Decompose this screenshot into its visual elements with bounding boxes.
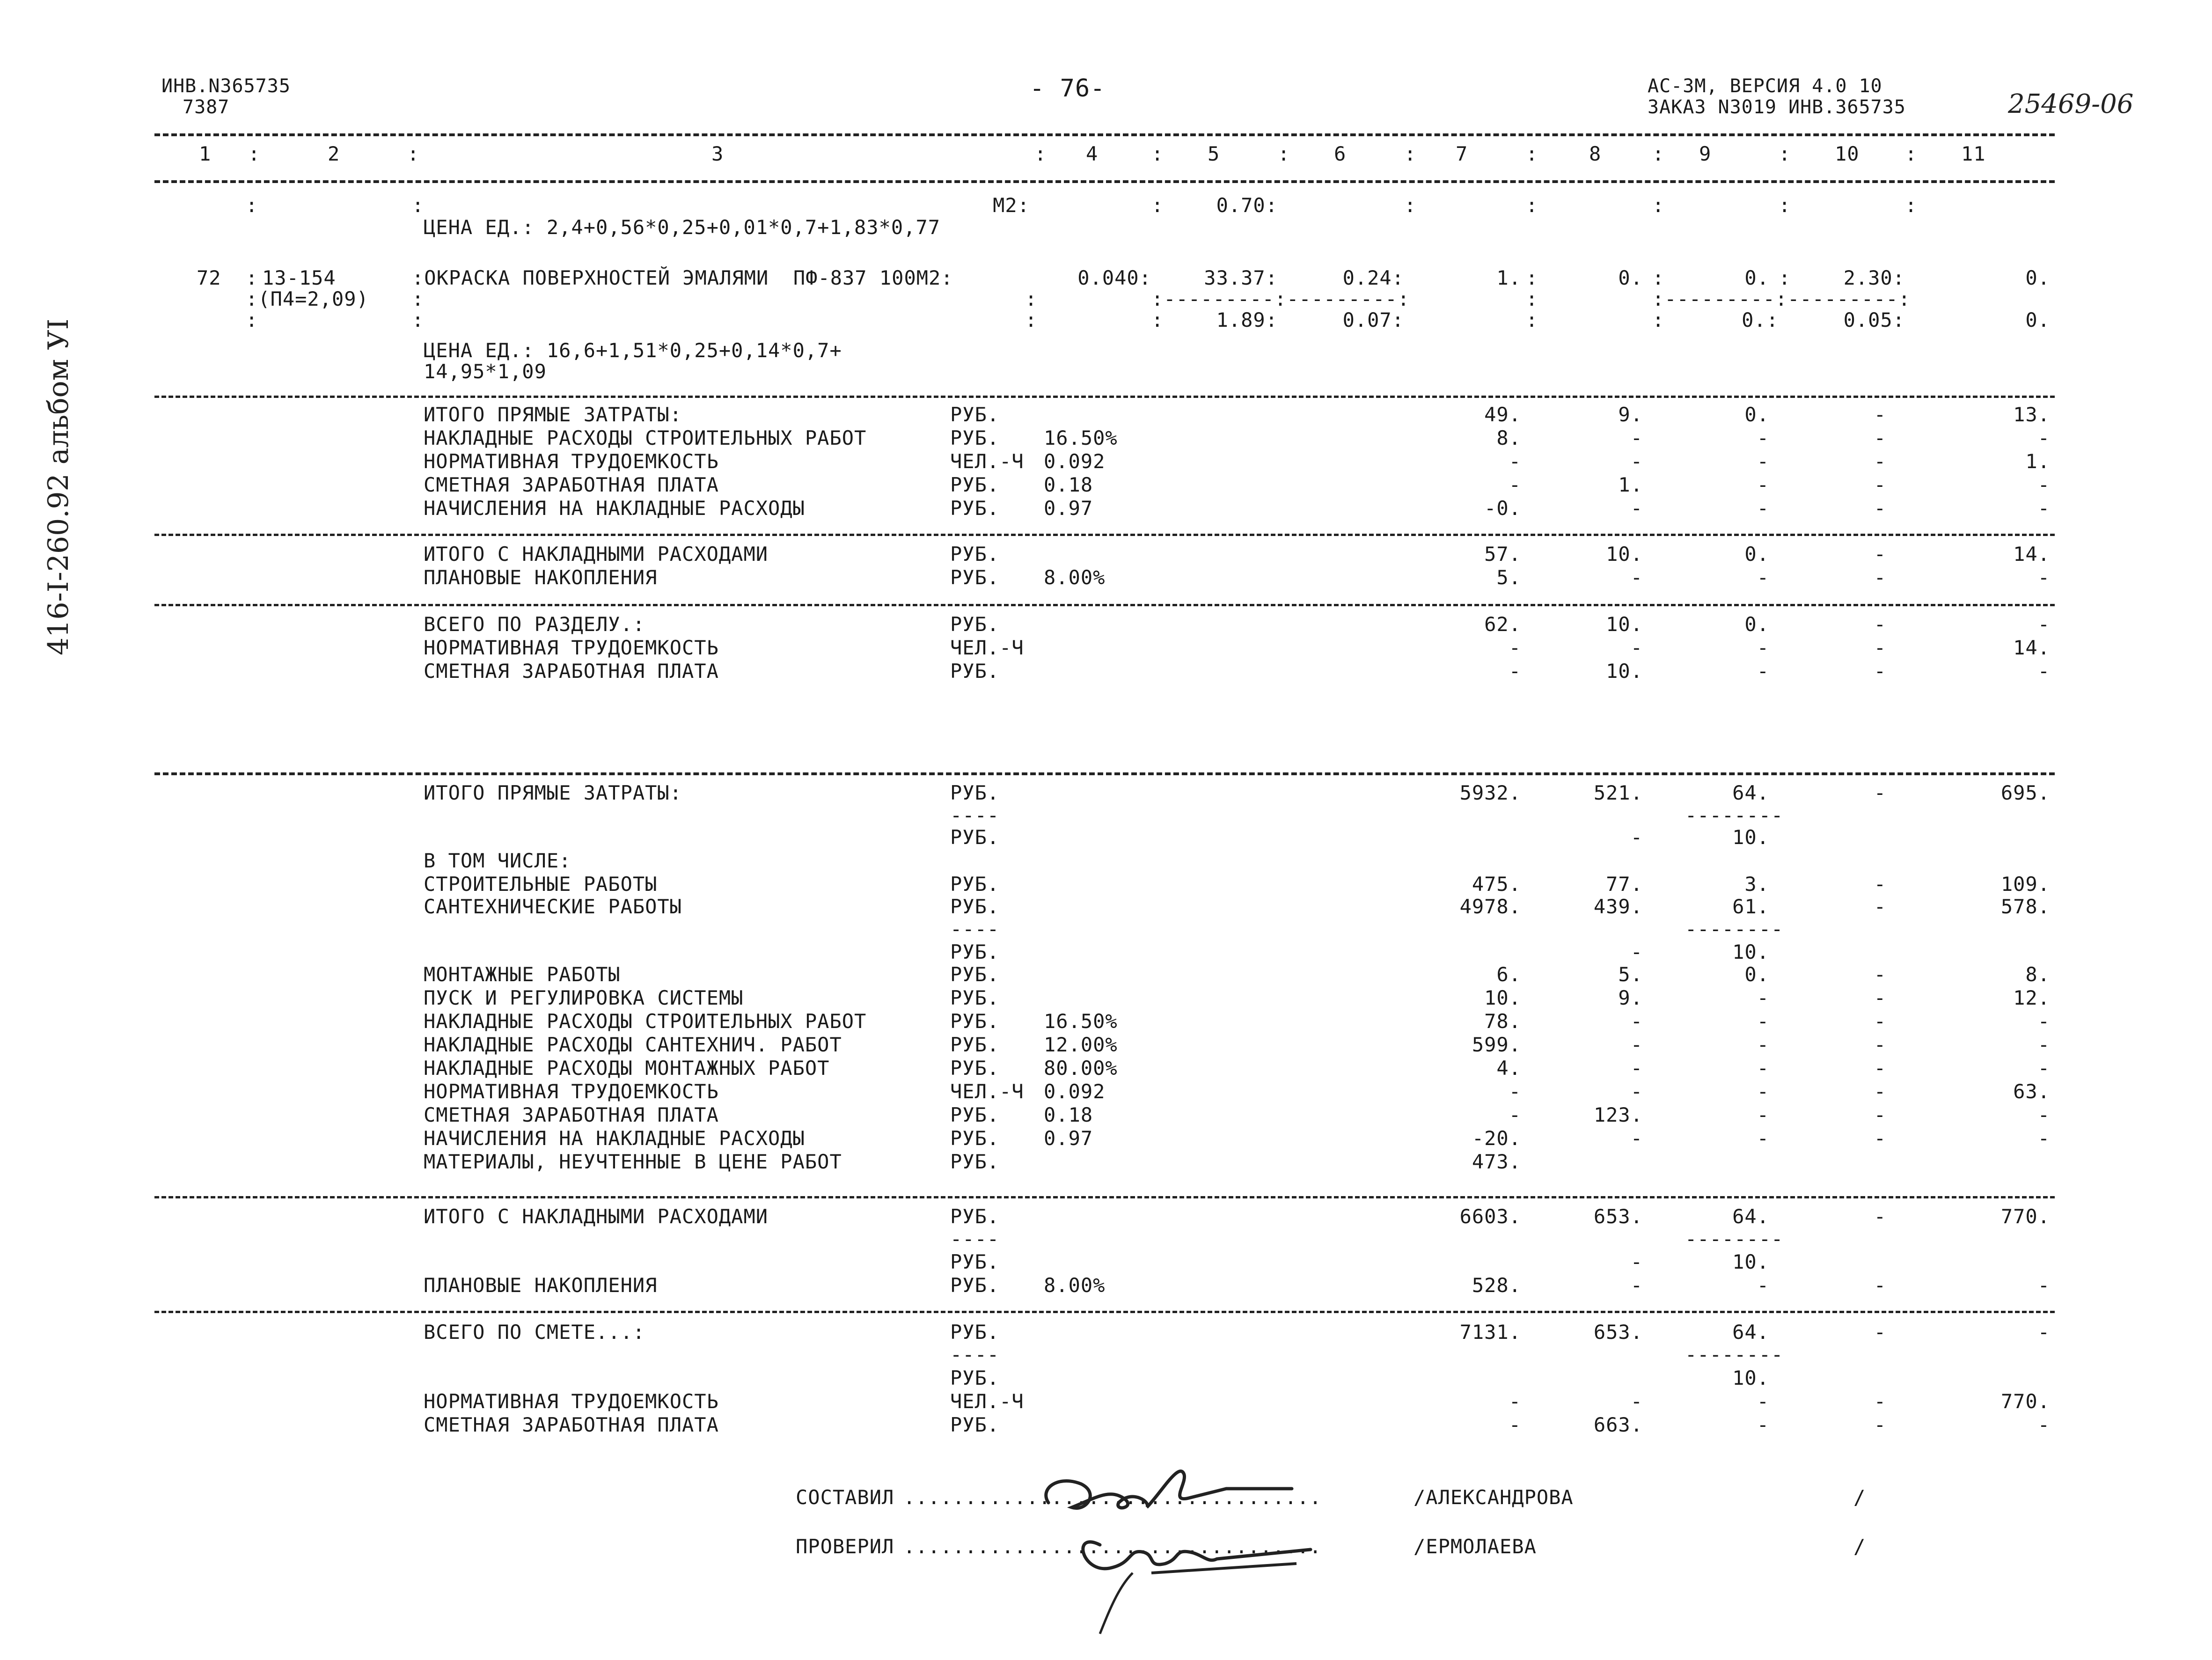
row-c11: 8. bbox=[2025, 963, 2050, 986]
row-c8: - bbox=[1630, 566, 1643, 589]
col-4: 4 bbox=[1086, 142, 1099, 165]
row-rate: 0.092 bbox=[1044, 1080, 1106, 1103]
item-c10b: 0.05: bbox=[1843, 308, 1905, 331]
row-c7: -20. bbox=[1472, 1127, 1521, 1150]
row-unit: РУБ. bbox=[950, 1413, 1000, 1436]
col-9: 9 bbox=[1699, 142, 1712, 165]
item-code: 13-154 bbox=[262, 266, 336, 289]
row-c7: 78. bbox=[1484, 1010, 1521, 1033]
row-unit: РУБ. bbox=[950, 660, 1000, 683]
row-c7: - bbox=[1509, 1413, 1521, 1436]
row-c11: 13. bbox=[2013, 403, 2050, 426]
row-label: СМЕТНАЯ ЗАРАБОТНАЯ ПЛАТА bbox=[424, 473, 719, 496]
row-c8: 123. bbox=[1593, 1103, 1643, 1126]
row-c11: - bbox=[2037, 1057, 2050, 1080]
row-c10: - bbox=[1874, 473, 1886, 496]
grand-total-unit-dashes: ---- bbox=[950, 1343, 1000, 1366]
row-c7: 49. bbox=[1484, 403, 1521, 426]
row-c11: 695. bbox=[2000, 781, 2050, 804]
row-c9: - bbox=[1757, 1390, 1769, 1413]
row-c7: 62. bbox=[1484, 613, 1521, 636]
row-c9: - bbox=[1757, 473, 1769, 496]
section1-rule-top bbox=[154, 396, 2055, 398]
row-c9: 64. bbox=[1732, 1321, 1769, 1344]
row-c10: - bbox=[1874, 1080, 1886, 1103]
header-bottom-rule bbox=[154, 180, 2055, 183]
row-unit: РУБ. bbox=[950, 1127, 1000, 1150]
with-overhead-sub-c9: 10. bbox=[1732, 1250, 1769, 1273]
row-c7: - bbox=[1509, 1080, 1521, 1103]
row-label: ПУСК И РЕГУЛИРОВКА СИСТЕМЫ bbox=[424, 986, 744, 1009]
row-c7: 5. bbox=[1496, 566, 1521, 589]
row-label: НОРМАТИВНАЯ ТРУДОЕМКОСТЬ bbox=[424, 1390, 719, 1413]
item-qty: 0.040: bbox=[1077, 266, 1151, 289]
item-c6a: 0.24: bbox=[1342, 266, 1404, 289]
item-c11a: 0. bbox=[2025, 266, 2050, 289]
row-c11: - bbox=[2037, 1033, 2050, 1056]
item-c9b: 0.: bbox=[1742, 308, 1779, 331]
row-c7: 57. bbox=[1484, 543, 1521, 566]
row-c10: - bbox=[1874, 781, 1886, 804]
row-c8: - bbox=[1630, 1127, 1643, 1150]
row-c11: 12. bbox=[2013, 986, 2050, 1009]
row-c11: - bbox=[2037, 660, 2050, 683]
row-c8: 653. bbox=[1593, 1205, 1643, 1228]
row-c10: - bbox=[1874, 1205, 1886, 1228]
row-c8: 663. bbox=[1593, 1413, 1643, 1436]
row-c7: - bbox=[1509, 660, 1521, 683]
row-unit: РУБ. bbox=[950, 543, 1000, 566]
row-c9: - bbox=[1757, 660, 1769, 683]
inventory-number: ИНВ.N365735 bbox=[161, 75, 291, 97]
row-rate: 0.97 bbox=[1044, 497, 1093, 520]
item-c5b: 1.89: bbox=[1216, 308, 1278, 331]
row-c9: 0. bbox=[1744, 403, 1769, 426]
row-c7: - bbox=[1509, 450, 1521, 473]
row-c8: - bbox=[1630, 636, 1643, 659]
row-unit: РУБ. bbox=[950, 1205, 1000, 1228]
row-unit: ЧЕЛ.-Ч bbox=[950, 1390, 1024, 1413]
row-c11: 14. bbox=[2013, 543, 2050, 566]
row-c7: 10. bbox=[1484, 986, 1521, 1009]
page-number: - 76- bbox=[1030, 74, 1106, 103]
col-1: 1 bbox=[199, 142, 212, 165]
row-unit: РУБ. bbox=[950, 1057, 1000, 1080]
row-c9: - bbox=[1757, 1274, 1769, 1297]
row-c8: - bbox=[1630, 1390, 1643, 1413]
row-c8: - bbox=[1630, 1274, 1643, 1297]
row-c10: - bbox=[1874, 1274, 1886, 1297]
row-unit: ЧЕЛ.-Ч bbox=[950, 450, 1024, 473]
section2-rule-total bbox=[154, 1311, 2055, 1313]
row-label: ВСЕГО ПО РАЗДЕЛУ.: bbox=[424, 613, 645, 636]
row-unit: РУБ. bbox=[950, 497, 1000, 520]
album-side-label: 416-I-260.92 альбом УI bbox=[42, 318, 75, 655]
row-rate: 8.00% bbox=[1044, 1274, 1106, 1297]
row-label: СМЕТНАЯ ЗАРАБОТНАЯ ПЛАТА bbox=[424, 1103, 719, 1126]
row-c10: - bbox=[1874, 566, 1886, 589]
row-label: МОНТАЖНЫЕ РАБОТЫ bbox=[424, 963, 621, 986]
row-number: 72 bbox=[197, 266, 221, 289]
col-10: 10 bbox=[1835, 142, 1860, 165]
row-c11: - bbox=[2037, 1127, 2050, 1150]
row-c10: - bbox=[1874, 1033, 1886, 1056]
row-unit: РУБ. bbox=[950, 895, 1000, 918]
col-3: 3 bbox=[711, 142, 724, 165]
item-c5a: 33.37: bbox=[1204, 266, 1278, 289]
row-c7: - bbox=[1509, 1103, 1521, 1126]
item-c9a: 0. bbox=[1744, 266, 1769, 289]
price-formula-2a: ЦЕНА ЕД.: 16,6+1,51*0,25+0,14*0,7+ bbox=[424, 339, 842, 362]
col-8: 8 bbox=[1589, 142, 1602, 165]
row-c11: - bbox=[2037, 1274, 2050, 1297]
row-c10: - bbox=[1874, 450, 1886, 473]
item-c8: 0. bbox=[1618, 266, 1643, 289]
row-c7: - bbox=[1509, 636, 1521, 659]
row-c7: -0. bbox=[1484, 497, 1521, 520]
grand-total-sub-c9: 10. bbox=[1732, 1366, 1769, 1389]
row-c9: 64. bbox=[1732, 1205, 1769, 1228]
row-label: НОРМАТИВНАЯ ТРУДОЕМКОСТЬ bbox=[424, 450, 719, 473]
handwritten-signatures bbox=[1030, 1432, 1357, 1648]
row-rate: 12.00% bbox=[1044, 1033, 1118, 1056]
checked-name: /ЕРМОЛАЕВА bbox=[1414, 1535, 1537, 1558]
row-c9: - bbox=[1757, 1413, 1769, 1436]
plumbing-sub-c8: - bbox=[1630, 940, 1643, 963]
row-label: СМЕТНАЯ ЗАРАБОТНАЯ ПЛАТА bbox=[424, 1413, 719, 1436]
row-label: НАКЛАДНЫЕ РАСХОДЫ САНТЕХНИЧ. РАБОТ bbox=[424, 1033, 842, 1056]
row-label: НОРМАТИВНАЯ ТРУДОЕМКОСТЬ bbox=[424, 1080, 719, 1103]
row-c8: 77. bbox=[1606, 873, 1643, 896]
section1-rule-mid bbox=[154, 534, 2055, 536]
item-description: :ОКРАСКА ПОВЕРХНОСТЕЙ ЭМАЛЯМИ ПФ-837 100М2: bbox=[412, 266, 953, 289]
row-c9: - bbox=[1757, 1010, 1769, 1033]
row-c8: - bbox=[1630, 1057, 1643, 1080]
row-c7: - bbox=[1509, 1390, 1521, 1413]
row-unit: РУБ. bbox=[950, 781, 1000, 804]
row-c7: 473. bbox=[1472, 1150, 1521, 1173]
with-overhead-sub-c8: - bbox=[1630, 1250, 1643, 1273]
row-unit: РУБ. bbox=[950, 1150, 1000, 1173]
row-c11: - bbox=[2037, 566, 2050, 589]
row-c11: - bbox=[2037, 613, 2050, 636]
row-c9: - bbox=[1757, 636, 1769, 659]
row-c9: - bbox=[1757, 497, 1769, 520]
plumbing-sub-c9: 10. bbox=[1732, 940, 1769, 963]
row-unit: РУБ. bbox=[950, 1274, 1000, 1297]
row-c11: - bbox=[2037, 1010, 2050, 1033]
row-c11: 770. bbox=[2000, 1205, 2050, 1228]
row-label: МАТЕРИАЛЫ, НЕУЧТЕННЫЕ В ЦЕНЕ РАБОТ bbox=[424, 1150, 842, 1173]
row-c11: - bbox=[2037, 426, 2050, 449]
row-c9: 0. bbox=[1744, 963, 1769, 986]
row-c9: 0. bbox=[1744, 613, 1769, 636]
row-c10: - bbox=[1874, 1390, 1886, 1413]
item-c7: 1. bbox=[1496, 266, 1521, 289]
row-c7: 6. bbox=[1496, 963, 1521, 986]
row-c11: 14. bbox=[2013, 636, 2050, 659]
value-070: 0.70: bbox=[1216, 194, 1278, 217]
row-c7: 4. bbox=[1496, 1057, 1521, 1080]
row-label: ПЛАНОВЫЕ НАКОПЛЕНИЯ bbox=[424, 1274, 658, 1297]
row-c9: - bbox=[1757, 1033, 1769, 1056]
unit-m2: М2: bbox=[993, 194, 1030, 217]
with-overhead-sub-unit: РУБ. bbox=[950, 1250, 1000, 1273]
with-overhead-unit-dashes: ---- bbox=[950, 1227, 1000, 1250]
row-unit: РУБ. bbox=[950, 1033, 1000, 1056]
row-label: НАКЛАДНЫЕ РАСХОДЫ СТРОИТЕЛЬНЫХ РАБОТ bbox=[424, 1010, 867, 1033]
row-unit: РУБ. bbox=[950, 566, 1000, 589]
row-c8: 9. bbox=[1618, 986, 1643, 1009]
row-rate: 0.18 bbox=[1044, 473, 1093, 496]
row-label: САНТЕХНИЧЕСКИЕ РАБОТЫ bbox=[424, 895, 682, 918]
row-unit: РУБ. bbox=[950, 1103, 1000, 1126]
row-label: ПЛАНОВЫЕ НАКОПЛЕНИЯ bbox=[424, 566, 658, 589]
col-11: 11 bbox=[1961, 142, 1986, 165]
col-2: 2 bbox=[328, 142, 340, 165]
section2-rule-top bbox=[154, 772, 2055, 775]
row-c10: - bbox=[1874, 873, 1886, 896]
handwritten-code: 25469-06 bbox=[2008, 89, 2134, 119]
row-c11: - bbox=[2037, 497, 2050, 520]
row-unit: РУБ. bbox=[950, 473, 1000, 496]
row-c7: 475. bbox=[1472, 873, 1521, 896]
section1-rule-bottom bbox=[154, 604, 2055, 606]
row-c10: - bbox=[1874, 1103, 1886, 1126]
row-c10: - bbox=[1874, 497, 1886, 520]
compiled-label: СОСТАВИЛ bbox=[796, 1486, 894, 1509]
col-7: 7 bbox=[1456, 142, 1468, 165]
row-c8: 10. bbox=[1606, 543, 1643, 566]
row-c10: - bbox=[1874, 1127, 1886, 1150]
row-c8: - bbox=[1630, 1033, 1643, 1056]
row-c8: - bbox=[1630, 450, 1643, 473]
row-label: ИТОГО ПРЯМЫЕ ЗАТРАТЫ: bbox=[424, 403, 682, 426]
row-c7: 4978. bbox=[1459, 895, 1521, 918]
col-6: 6 bbox=[1334, 142, 1347, 165]
section2-rule-mid bbox=[154, 1196, 2055, 1198]
compiled-name: /АЛЕКСАНДРОВА bbox=[1414, 1486, 1574, 1509]
row-c8: 653. bbox=[1593, 1321, 1643, 1344]
row-c8: 5. bbox=[1618, 963, 1643, 986]
row-label: ИТОГО С НАКЛАДНЫМИ РАСХОДАМИ bbox=[424, 543, 769, 566]
checked-slash: / bbox=[1853, 1535, 1866, 1558]
row-label: СМЕТНАЯ ЗАРАБОТНАЯ ПЛАТА bbox=[424, 660, 719, 683]
row-c8: - bbox=[1630, 426, 1643, 449]
order-number: ЗАКАЗ N3019 ИНВ.365735 bbox=[1648, 96, 1906, 118]
row-c10: - bbox=[1874, 1321, 1886, 1344]
row-c10: - bbox=[1874, 426, 1886, 449]
direct-sub-c8: - bbox=[1630, 826, 1643, 849]
row-c8: - bbox=[1630, 1080, 1643, 1103]
row-rate: 16.50% bbox=[1044, 426, 1118, 449]
row-c8: 9. bbox=[1618, 403, 1643, 426]
row-unit: РУБ. bbox=[950, 1010, 1000, 1033]
row-c8: - bbox=[1630, 497, 1643, 520]
row-c7: 7131. bbox=[1459, 1321, 1521, 1344]
with-overhead-c9-dashes: -------- bbox=[1685, 1227, 1784, 1250]
row-label: НОРМАТИВНАЯ ТРУДОЕМКОСТЬ bbox=[424, 636, 719, 659]
item-code-note: :(П4=2,09) bbox=[246, 287, 369, 310]
grand-total-sub-unit: РУБ. bbox=[950, 1366, 1000, 1389]
row-c11: - bbox=[2037, 1103, 2050, 1126]
row-c9: 0. bbox=[1744, 543, 1769, 566]
row-c11: 770. bbox=[2000, 1390, 2050, 1413]
col-5: 5 bbox=[1208, 142, 1220, 165]
row-c10: - bbox=[1874, 636, 1886, 659]
row-c8: 439. bbox=[1593, 895, 1643, 918]
row-c9: - bbox=[1757, 450, 1769, 473]
row-c9: 3. bbox=[1744, 873, 1769, 896]
row-label: НАКЛАДНЫЕ РАСХОДЫ СТРОИТЕЛЬНЫХ РАБОТ bbox=[424, 426, 867, 449]
price-formula-2b: 14,95*1,09 bbox=[424, 360, 547, 383]
row-label: СТРОИТЕЛЬНЫЕ РАБОТЫ bbox=[424, 873, 658, 896]
row-unit: РУБ. bbox=[950, 403, 1000, 426]
row-c10: - bbox=[1874, 543, 1886, 566]
row-c9: - bbox=[1757, 1127, 1769, 1150]
row-c9: 61. bbox=[1732, 895, 1769, 918]
row-c9: - bbox=[1757, 1103, 1769, 1126]
direct-sub-c9: 10. bbox=[1732, 826, 1769, 849]
row-c9: 64. bbox=[1732, 781, 1769, 804]
row-c7: 528. bbox=[1472, 1274, 1521, 1297]
row-label: ИТОГО ПРЯМЫЕ ЗАТРАТЫ: bbox=[424, 781, 682, 804]
row-unit: ЧЕЛ.-Ч bbox=[950, 1080, 1024, 1103]
row-c9: - bbox=[1757, 426, 1769, 449]
row-c8: 1. bbox=[1618, 473, 1643, 496]
row-c7: - bbox=[1509, 473, 1521, 496]
plumbing-sub-unit: РУБ. bbox=[950, 940, 1000, 963]
row-unit: РУБ. bbox=[950, 963, 1000, 986]
row-label: ВСЕГО ПО СМЕТЕ...: bbox=[424, 1321, 645, 1344]
row-unit: РУБ. bbox=[950, 1321, 1000, 1344]
item-c11b: 0. bbox=[2025, 308, 2050, 331]
row-unit: РУБ. bbox=[950, 613, 1000, 636]
row-c7: 6603. bbox=[1459, 1205, 1521, 1228]
row-rate: 80.00% bbox=[1044, 1057, 1118, 1080]
row-c11: 109. bbox=[2000, 873, 2050, 896]
row-c9: - bbox=[1757, 1057, 1769, 1080]
row-label: НАЧИСЛЕНИЯ НА НАКЛАДНЫЕ РАСХОДЫ bbox=[424, 1127, 805, 1150]
row-c11: - bbox=[2037, 473, 2050, 496]
row-c11: 63. bbox=[2013, 1080, 2050, 1103]
row-c10: - bbox=[1874, 986, 1886, 1009]
including-label: В ТОМ ЧИСЛЕ: bbox=[424, 849, 571, 872]
header-top-rule bbox=[154, 133, 2055, 136]
row-c10: - bbox=[1874, 613, 1886, 636]
row-c8: 521. bbox=[1593, 781, 1643, 804]
direct-unit-dashes: ---- bbox=[950, 804, 1000, 827]
item-c6b: 0.07: bbox=[1342, 308, 1404, 331]
row-rate: 0.092 bbox=[1044, 450, 1106, 473]
grand-total-c9-dashes: -------- bbox=[1685, 1343, 1784, 1366]
row-c11: - bbox=[2037, 1321, 2050, 1344]
row-c7: 5932. bbox=[1459, 781, 1521, 804]
row-c9: - bbox=[1757, 1080, 1769, 1103]
row-c11: 578. bbox=[2000, 895, 2050, 918]
row-c10: - bbox=[1874, 403, 1886, 426]
row-rate: 0.97 bbox=[1044, 1127, 1093, 1150]
row-c10: - bbox=[1874, 660, 1886, 683]
row-c10: - bbox=[1874, 1057, 1886, 1080]
row-c9: - bbox=[1757, 986, 1769, 1009]
row-c11: 1. bbox=[2025, 450, 2050, 473]
row-c10: - bbox=[1874, 1413, 1886, 1436]
row-c10: - bbox=[1874, 895, 1886, 918]
row-rate: 16.50% bbox=[1044, 1010, 1118, 1033]
sheet-number: 7387 bbox=[183, 96, 230, 118]
row-c10: - bbox=[1874, 1010, 1886, 1033]
compiled-slash: / bbox=[1853, 1486, 1866, 1509]
row-label: ИТОГО С НАКЛАДНЫМИ РАСХОДАМИ bbox=[424, 1205, 769, 1228]
direct-sub-unit: РУБ. bbox=[950, 826, 1000, 849]
row-label: НАКЛАДНЫЕ РАСХОДЫ МОНТАЖНЫХ РАБОТ bbox=[424, 1057, 830, 1080]
item-c10a: 2.30: bbox=[1843, 266, 1905, 289]
row-c7: 8. bbox=[1496, 426, 1521, 449]
row-c8: 10. bbox=[1606, 613, 1643, 636]
checked-label: ПРОВЕРИЛ bbox=[796, 1535, 894, 1558]
plumbing-c9-dashes: -------- bbox=[1685, 918, 1784, 940]
row-unit: РУБ. bbox=[950, 986, 1000, 1009]
row-rate: 8.00% bbox=[1044, 566, 1106, 589]
row-rate: 0.18 bbox=[1044, 1103, 1093, 1126]
row-c8: - bbox=[1630, 1010, 1643, 1033]
plumbing-unit-dashes: ---- bbox=[950, 918, 1000, 940]
row-c9: - bbox=[1757, 566, 1769, 589]
program-version: АС-3М, ВЕРСИЯ 4.0 10 bbox=[1648, 75, 1882, 97]
row-unit: РУБ. bbox=[950, 873, 1000, 896]
price-formula-1: ЦЕНА ЕД.: 2,4+0,56*0,25+0,01*0,7+1,83*0,77 bbox=[424, 216, 941, 239]
row-unit: РУБ. bbox=[950, 426, 1000, 449]
direct-c9-dashes: -------- bbox=[1685, 804, 1784, 827]
row-c11: - bbox=[2037, 1413, 2050, 1436]
row-unit: ЧЕЛ.-Ч bbox=[950, 636, 1024, 659]
row-c7: 599. bbox=[1472, 1033, 1521, 1056]
row-c8: 10. bbox=[1606, 660, 1643, 683]
row-c10: - bbox=[1874, 963, 1886, 986]
row-label: НАЧИСЛЕНИЯ НА НАКЛАДНЫЕ РАСХОДЫ bbox=[424, 497, 805, 520]
